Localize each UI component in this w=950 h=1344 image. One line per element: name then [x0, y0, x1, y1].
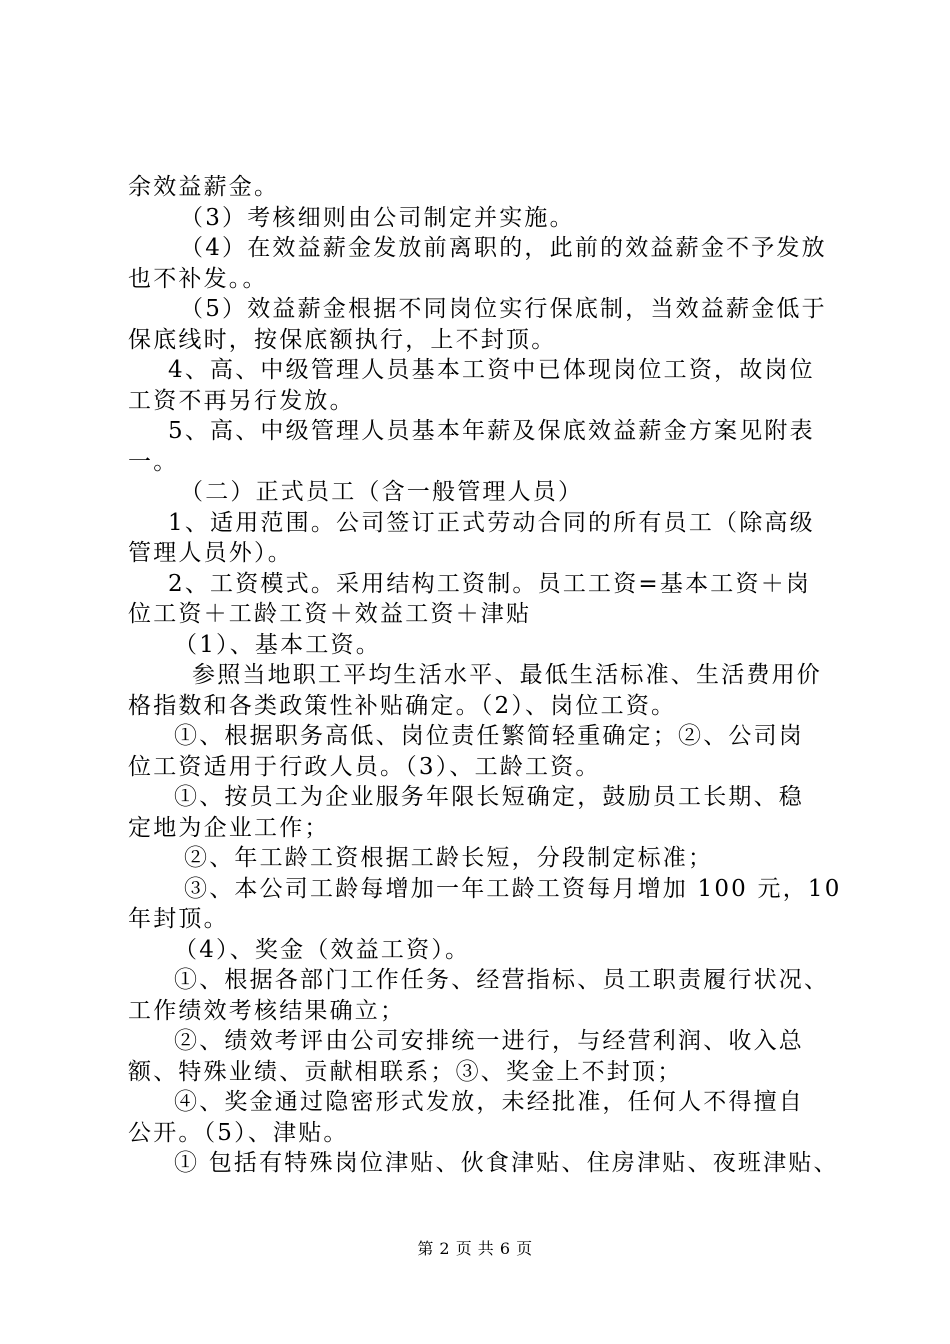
- text-line: ①、按员工为企业服务年限长短确定，鼓励员工长期、稳: [174, 784, 804, 810]
- text-line: 工资不再另行发放。: [128, 387, 355, 414]
- text-line: 1、适用范围。公司签订正式劳动合同的所有员工（除高级: [168, 509, 815, 536]
- text-line: 位工资适用于行政人员。（3）、工龄工资。: [128, 753, 601, 780]
- text-line: ① 包括有特殊岗位津贴、伙食津贴、住房津贴、夜班津贴、: [174, 1150, 839, 1176]
- text-line: （4）、奖金（效益工资）。: [174, 936, 471, 963]
- text-line: 4、高、中级管理人员基本工资中已体现岗位工资，故岗位: [168, 357, 815, 383]
- text-line: ②、绩效考评由公司安排统一进行，与经营利润、收入总: [174, 1028, 804, 1054]
- text-line: 格指数和各类政策性补贴确定。（2）、岗位工资。: [128, 692, 677, 719]
- text-line: 2、工资模式。采用结构工资制。员工工资=基本工资＋岗: [168, 570, 812, 597]
- text-line: ④、奖金通过隐密形式发放，未经批准，任何人不得擅自: [174, 1089, 804, 1115]
- text-line: 位工资＋工龄工资＋效益工资＋津贴: [128, 601, 532, 627]
- text-line: （5）效益薪金根据不同岗位实行保底制，当效益薪金低于: [180, 296, 827, 322]
- text-line: 年封顶。: [128, 906, 229, 932]
- text-line: 5、高、中级管理人员基本年薪及保底效益薪金方案见附表: [168, 418, 815, 444]
- text-line: 参照当地职工平均生活水平、最低生活标准、生活费用价: [192, 662, 822, 688]
- text-line: （4）在效益薪金发放前离职的，此前的效益薪金不予发放: [180, 235, 827, 261]
- text-line: ②、年工龄工资根据工龄长短，分段制定标准；: [184, 845, 714, 871]
- text-line: （3）考核细则由公司制定并实施。: [180, 204, 575, 231]
- text-line: ③、本公司工龄每增加一年工龄工资每月增加 100 元，10: [184, 875, 842, 902]
- text-line: ①、根据职务高低、岗位责任繁简轻重确定；②、公司岗: [174, 723, 804, 749]
- text-line: 一。: [128, 448, 179, 475]
- text-line: 公开。（5）、津贴。: [128, 1119, 349, 1146]
- text-line: 定地为企业工作；: [128, 814, 330, 841]
- text-line: 也不补发。。: [128, 265, 268, 292]
- text-line: （1）、基本工资。: [174, 631, 381, 658]
- section-heading: （二）正式员工（含一般管理人员）: [180, 479, 584, 505]
- text-line: 余效益薪金。: [128, 174, 280, 200]
- text-line: 管理人员外）。: [128, 540, 293, 566]
- page-number-footer: 第 2 页 共 6 页: [417, 1239, 533, 1258]
- text-line: 额、特殊业绩、贡献相联系；③、奖金上不封顶；: [128, 1058, 683, 1085]
- text-line: ①、根据各部门工作任务、经营指标、员工职责履行状况、: [174, 967, 830, 993]
- document-body: [128, 172, 840, 1179]
- text-line: 工作绩效考核结果确立；: [128, 997, 406, 1024]
- text-line: 保底线时，按保底额执行，上不封顶。: [128, 326, 557, 353]
